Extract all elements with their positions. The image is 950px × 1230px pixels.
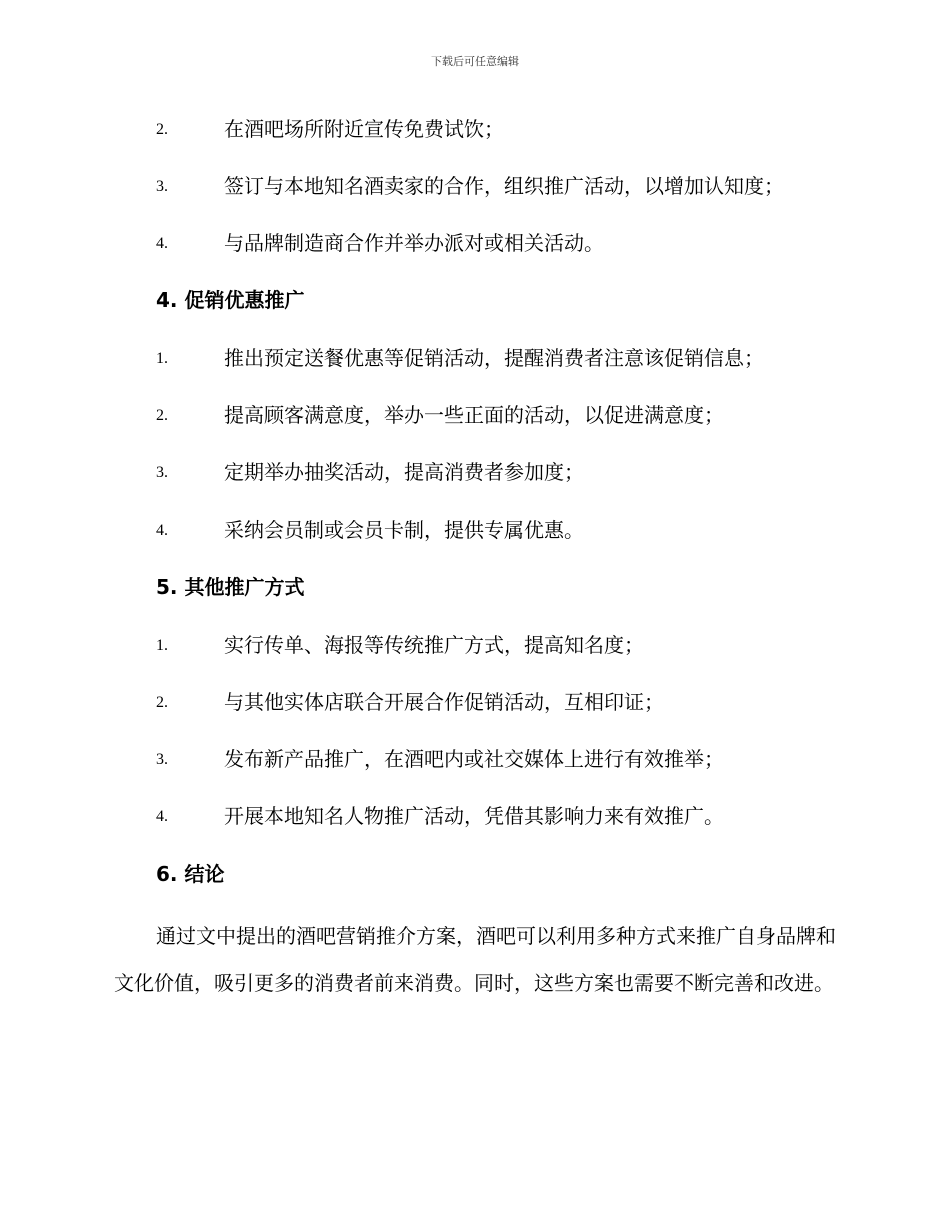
list-text: 在酒吧场所附近宣传免费试饮； [224,117,504,141]
list-number: 2. [156,121,168,138]
list-item [0,114,950,144]
list-item [0,801,950,831]
list-text: 实行传单、海报等传统推广方式，提高知名度； [224,633,644,657]
header-note: 下载后可任意编辑 [431,55,519,68]
list-item [0,343,950,373]
list-number: 4. [156,808,168,825]
list-number: 4. [156,522,168,539]
list-number: 2. [156,694,168,711]
list-text: 定期举办抽奖活动，提高消费者参加度； [224,460,584,484]
list-number: 3. [156,464,168,481]
list-item [0,630,950,660]
list-text: 提高顾客满意度，举办一些正面的活动，以促进满意度； [224,403,724,427]
list-item [0,744,950,774]
section-heading-promotions: 4. 促销优惠推广 [156,288,305,312]
list-item [0,400,950,430]
list-item [0,457,950,487]
list-number: 3. [156,751,168,768]
list-text: 与品牌制造商合作并举办派对或相关活动。 [224,231,604,255]
conclusion-paragraph: 通过文中提出的酒吧营销推介方案，酒吧可以利用多种方式来推广自身品牌和文化价值，吸引更多的消费者前来消费。同时，这些方案也需要不断完善和改进。 [114,924,836,995]
list-number: 1. [156,350,168,367]
list-number: 1. [156,637,168,654]
list-number: 2. [156,407,168,424]
list-text: 发布新产品推广，在酒吧内或社交媒体上进行有效推举； [224,747,724,771]
list-text: 采纳会员制或会员卡制，提供专属优惠。 [224,518,584,542]
section-heading-other-methods: 5. 其他推广方式 [156,575,305,599]
list-number: 3. [156,178,168,195]
list-text: 与其他实体店联合开展合作促销活动，互相印证； [224,690,664,714]
list-number: 4. [156,235,168,252]
list-item [0,228,950,258]
list-item [0,171,950,201]
list-item [0,515,950,545]
list-item [0,687,950,717]
section-heading-conclusion: 6. 结论 [156,862,225,886]
list-text: 推出预定送餐优惠等促销活动，提醒消费者注意该促销信息； [224,346,764,370]
list-text: 开展本地知名人物推广活动，凭借其影响力来有效推广。 [224,804,724,828]
list-text: 签订与本地知名酒卖家的合作，组织推广活动，以增加认知度； [224,174,784,198]
